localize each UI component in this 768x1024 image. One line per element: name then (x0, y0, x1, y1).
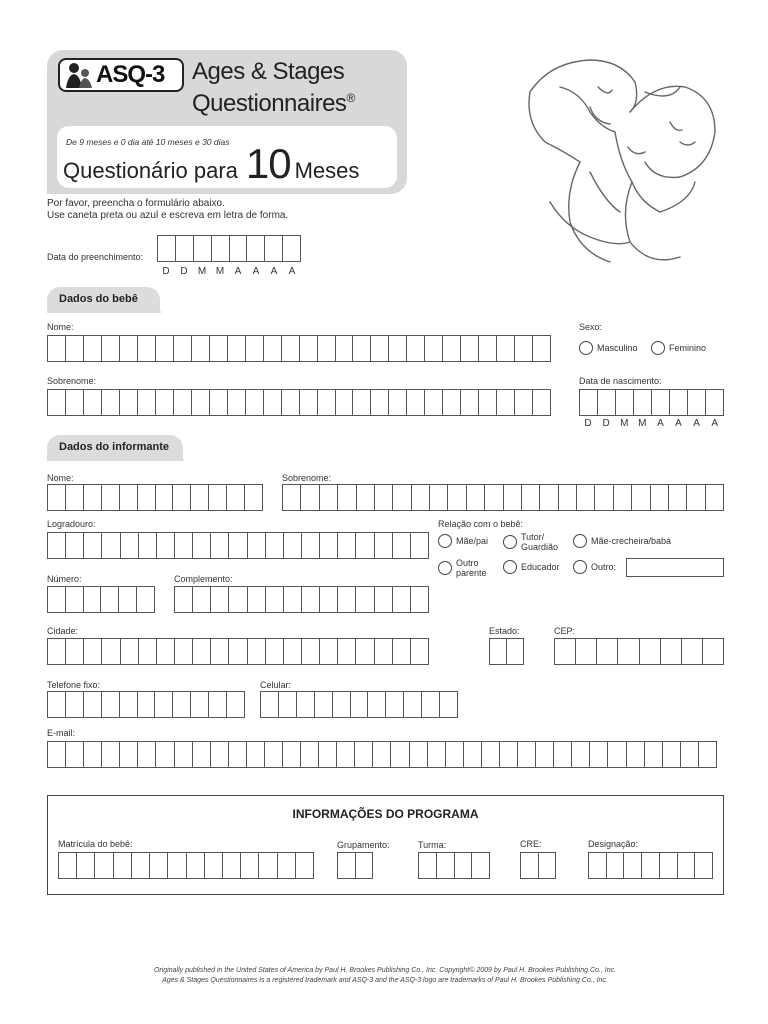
baby-section-title: Dados do bebê (47, 287, 160, 312)
birthdate-label: Data de nascimento: (579, 376, 662, 386)
mother-baby-illustration (520, 52, 730, 272)
informant-section-divider (47, 459, 184, 461)
logo-text: ASQ-3 (96, 61, 165, 88)
radio-button[interactable] (579, 341, 593, 355)
mobile-input[interactable] (260, 691, 458, 718)
relation-label: Relação com o bebê: (438, 519, 524, 529)
informant-name-input[interactable] (47, 484, 263, 511)
zip-label: CEP: (554, 626, 576, 636)
age-range: De 9 meses e 0 dia até 10 meses e 30 dias (66, 137, 230, 147)
class-input[interactable] (418, 852, 490, 879)
email-input[interactable] (47, 741, 717, 768)
email-label: E-mail: (47, 728, 76, 738)
phone-input[interactable] (47, 691, 245, 718)
fill-date-label: Data do preenchimento: (47, 252, 144, 262)
number-input[interactable] (47, 586, 155, 613)
mobile-label: Celular: (260, 680, 292, 690)
sex-option-male[interactable]: Masculino (579, 341, 638, 355)
phone-label: Telefone fixo: (47, 680, 101, 690)
radio-button[interactable] (503, 535, 517, 549)
fill-date-input[interactable] (157, 235, 301, 262)
complement-label: Complemento: (174, 574, 233, 584)
relation-option-educator[interactable]: Educador (503, 560, 560, 574)
number-label: Número: (47, 574, 82, 584)
birthdate-input[interactable] (579, 389, 724, 416)
instruction-line-1: Por favor, preencha o formulário abaixo. (47, 198, 225, 209)
informant-surname-label: Sobrenome: (282, 473, 332, 483)
state-input[interactable] (489, 638, 524, 665)
radio-button[interactable] (651, 341, 665, 355)
group-input[interactable] (337, 852, 373, 879)
brand-title (192, 58, 355, 117)
fill-date-format: D D M M A A A A (162, 266, 296, 277)
cre-label: CRE: (520, 839, 542, 849)
title-line-2: Questionnaires® (192, 90, 355, 117)
radio-button[interactable] (438, 561, 452, 575)
copyright-footer (40, 966, 730, 986)
relation-option-parent[interactable]: Mãe/pai (438, 534, 488, 548)
family-icon (64, 61, 94, 89)
state-label: Estado: (489, 626, 520, 636)
street-label: Logradouro: (47, 519, 96, 529)
radio-button[interactable] (573, 560, 587, 574)
complement-input[interactable] (174, 586, 429, 613)
baby-name-input[interactable] (47, 335, 551, 362)
baby-surname-label: Sobrenome: (47, 376, 97, 386)
asq-logo (58, 58, 184, 92)
sex-option-female[interactable]: Feminino (651, 341, 706, 355)
questionnaire-title: Questionário para 10 Meses (63, 140, 360, 187)
footer-line-2: Ages & Stages Questionnaires is a registered trademark and ASQ-3 and the ASQ-3 logo are trademarks of Paul H. Brookes Publishing Co., Inc. (162, 977, 608, 984)
city-label: Cidade: (47, 626, 79, 636)
baby-surname-input[interactable] (47, 389, 551, 416)
footer-line-1: Originally published in the United States of America by Paul H. Brookes Publishing Co., Inc. Copyright© 2009 by Paul H. Brookes Publishing Co., Inc. (153, 967, 617, 974)
enrollment-input[interactable] (58, 852, 314, 879)
group-label: Grupamento: (337, 840, 390, 850)
program-info-title: INFORMAÇÕES DO PROGRAMA (292, 807, 479, 821)
designation-label: Designação: (588, 839, 639, 849)
informant-name-label: Nome: (47, 473, 74, 483)
baby-name-label: Nome: (47, 322, 74, 332)
relation-option-other-relative[interactable]: Outro parente (438, 558, 487, 578)
baby-sex-label: Sexo: (579, 322, 603, 332)
informant-section-title: Dados do informante (47, 435, 183, 460)
city-input[interactable] (47, 638, 429, 665)
birthdate-format: D D M M A A A A (584, 418, 719, 429)
class-label: Turma: (418, 840, 447, 850)
cre-input[interactable] (520, 852, 556, 879)
street-input[interactable] (47, 532, 429, 559)
relation-option-caregiver[interactable]: Mãe-crecheira/babá (573, 534, 671, 548)
enrollment-label: Matrícula do bebê: (58, 839, 133, 849)
designation-input[interactable] (588, 852, 713, 879)
instructions (47, 198, 288, 222)
instruction-line-2: Use caneta preta ou azul e escreva em letra de forma. (47, 210, 289, 221)
relation-option-other[interactable]: Outro: (573, 560, 616, 574)
radio-button[interactable] (503, 560, 517, 574)
radio-button[interactable] (573, 534, 587, 548)
title-line-1: Ages & Stages (192, 58, 345, 85)
baby-section-divider (47, 311, 161, 313)
relation-other-input[interactable] (626, 558, 724, 577)
relation-option-guardian[interactable]: Tutor/ Guardião (503, 532, 558, 552)
zip-input[interactable] (554, 638, 724, 665)
radio-button[interactable] (438, 534, 452, 548)
informant-surname-input[interactable] (282, 484, 724, 511)
